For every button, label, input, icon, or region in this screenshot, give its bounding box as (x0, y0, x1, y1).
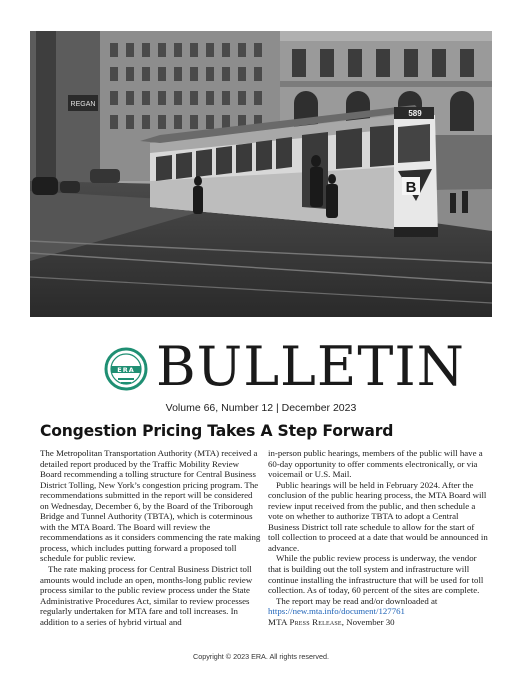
cover-photo (30, 31, 492, 317)
article-column-left (40, 448, 262, 627)
copyright-footer: Copyright © 2023 ERA. All rights reserved. (193, 652, 329, 661)
regan-sign: REGAN (70, 101, 96, 108)
logo-text: ERA (117, 366, 135, 374)
car-number: 589 (408, 109, 422, 118)
era-logo-icon (104, 347, 148, 391)
trolley-street-scene (30, 31, 492, 317)
article-headline: Congestion Pricing Takes A Step Forward (40, 422, 394, 440)
source-name: MTA Press Release (268, 616, 342, 627)
source-date: , November 30 (341, 616, 395, 627)
article-paragraph: Public hearings will be held in February 2024. After the conclusion of the public hearing process, the MTA Board will review input received from the public, and then schedule a vote on whether to authorize TBTA to adopt a Central Business District toll rate schedule to allow for the start of toll collection to proceed at a date that would be announced in advance. (268, 479, 488, 553)
report-link[interactable]: https://new.mta.info/document/127761 (268, 606, 405, 617)
article-paragraph: The rate making process for Central Business District toll amounts would include an open, months-long public review process similar to the public review process under the State Administrative Procedures Act, similar to review processes regularly undertaken for MTA fare and toll increases. In addition to a series of hybrid virtual and (40, 564, 253, 627)
article-paragraph-last (268, 596, 488, 617)
report-text: The report may be read and/or downloaded at (276, 595, 438, 606)
route-sign: B (405, 179, 417, 196)
article-paragraph: in-person public hearings, members of the public will have a 60-day opportunity to offer comments electronically, or via voicemail or U.S. Mail. (268, 448, 483, 480)
press-release-source (268, 617, 488, 628)
bulletin-title: BULLETIN (156, 335, 465, 398)
article-paragraph: While the public review process is underway, the vendor that is building out the toll system and infrastructure will continue installing the infrastructure that will be used for toll collection. As of today, 60 percent of the sites are complete. (268, 553, 484, 596)
article-paragraph: The Metropolitan Transportation Authority (MTA) received a detailed report produced by the Traffic Mobility Review Board recommending a tolling structure for Central Business District Tolling, New York’s congestion pricing program. The recommendations submitted in the report will be considered on Wednesday, December 6, by the Board of the Triborough Bridge and Tunnel Authority (TBTA), which is coterminous with the MTA Board. The Board will review the recommendations as it considers commencing the rate making process, which includes putting forward a proposed toll schedule for public review. (40, 448, 261, 564)
issue-line: Volume 66, Number 12 | December 2023 (165, 402, 357, 414)
article-column-right (268, 448, 488, 627)
masthead (30, 317, 492, 401)
